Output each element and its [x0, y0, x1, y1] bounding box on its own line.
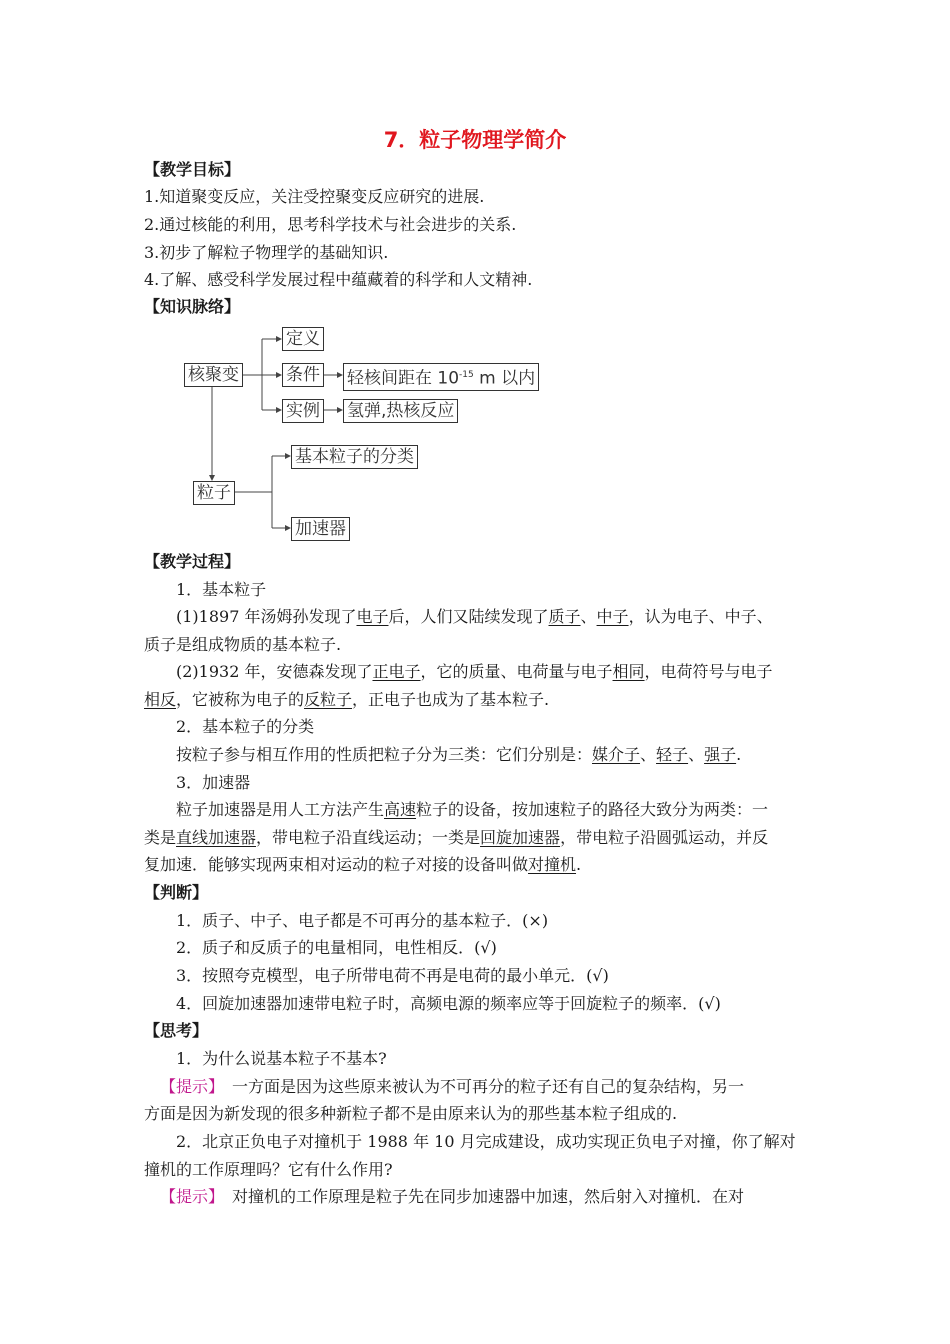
diagram-node-particle: 粒子	[193, 481, 235, 505]
process-paragraph: 质子是组成物质的基本粒子.	[144, 635, 342, 654]
diagram-node-accelerator: 加速器	[291, 517, 350, 541]
diagram-node-definition: 定义	[282, 327, 324, 351]
judge-item: 4．回旋加速器加速带电粒子时，高频电源的频率应等于回旋粒子的频率．(√)	[176, 994, 721, 1013]
think-answer: 方面是因为新发现的很多种新粒子都不是由原来认为的那些基本粒子组成的.	[144, 1104, 678, 1123]
think-answer: 【提示】 对撞机的工作原理是粒子先在同步加速器中加速，然后射入对撞机．在对	[160, 1187, 745, 1206]
goal-item: 2.通过核能的利用，思考科学技术与社会进步的关系.	[144, 215, 517, 234]
condition-unit: m 以内	[473, 368, 536, 389]
process-paragraph: 按粒子参与相互作用的性质把粒子分为三类：它们分别是：媒介子、轻子、强子.	[176, 745, 742, 764]
judge-item: 1．质子、中子、电子都是不可再分的基本粒子．(×)	[176, 911, 549, 930]
page-title: 7．粒子物理学简介	[383, 128, 567, 152]
process-paragraph: 类是直线加速器，带电粒子沿直线运动；一类是回旋加速器，带电粒子沿圆弧运动，并反	[144, 828, 769, 847]
hint-label: 【提示】	[160, 1077, 217, 1096]
diagram-node-condition: 条件	[282, 363, 324, 387]
section-heading-goals: 【教学目标】	[144, 160, 241, 179]
process-heading: 3．加速器	[176, 773, 251, 792]
goal-item: 4.了解、感受科学发展过程中蕴藏着的科学和人文精神.	[144, 270, 533, 289]
hint-label: 【提示】	[160, 1187, 217, 1206]
diagram-connectors	[0, 0, 950, 560]
condition-exponent: -15	[459, 370, 474, 380]
process-heading: 2．基本粒子的分类	[176, 717, 315, 736]
diagram-node-condition-detail	[343, 363, 539, 391]
judge-item: 3．按照夸克模型，电子所带电荷不再是电荷的最小单元．(√)	[176, 966, 609, 985]
condition-text: 轻核间距在 10	[347, 368, 460, 389]
process-paragraph: 相反，它被称为电子的反粒子，正电子也成为了基本粒子.	[144, 690, 550, 709]
diagram-node-fusion: 核聚变	[184, 363, 243, 387]
process-paragraph: (2)1932 年，安德森发现了正电子，它的质量、电荷量与电子相同，电荷符号与电子	[176, 662, 773, 681]
process-paragraph: (1)1897 年汤姆孙发现了电子后，人们又陆续发现了质子、中子，认为电子、中子、	[176, 607, 773, 626]
section-heading-outline: 【知识脉络】	[144, 297, 241, 316]
think-question: 撞机的工作原理吗？它有什么作用?	[144, 1160, 393, 1179]
process-paragraph: 粒子加速器是用人工方法产生高速粒子的设备，按加速粒子的路径大致分为两类：一	[176, 800, 769, 819]
think-question: 2．北京正负电子对撞机于 1988 年 10 月完成建设，成功实现正负电子对撞，你了解对	[176, 1132, 796, 1151]
section-heading-process: 【教学过程】	[144, 552, 241, 571]
process-heading: 1．基本粒子	[176, 580, 267, 599]
diagram-node-example: 实例	[282, 399, 324, 423]
diagram-node-classification: 基本粒子的分类	[291, 445, 418, 469]
section-heading-think: 【思考】	[144, 1021, 209, 1040]
think-question: 1．为什么说基本粒子不基本?	[176, 1049, 387, 1068]
process-paragraph: 复加速．能够实现两束相对运动的粒子对接的设备叫做对撞机.	[144, 855, 582, 874]
judge-item: 2．质子和反质子的电量相同，电性相反．(√)	[176, 938, 497, 957]
goal-item: 1.知道聚变反应，关注受控聚变反应研究的进展.	[144, 187, 485, 206]
goal-item: 3.初步了解粒子物理学的基础知识.	[144, 243, 389, 262]
section-heading-judge: 【判断】	[144, 883, 209, 902]
diagram-node-example-detail: 氢弹,热核反应	[343, 399, 458, 423]
think-answer: 【提示】 一方面是因为这些原来被认为不可再分的粒子还有自己的复杂结构，另一	[160, 1077, 745, 1096]
